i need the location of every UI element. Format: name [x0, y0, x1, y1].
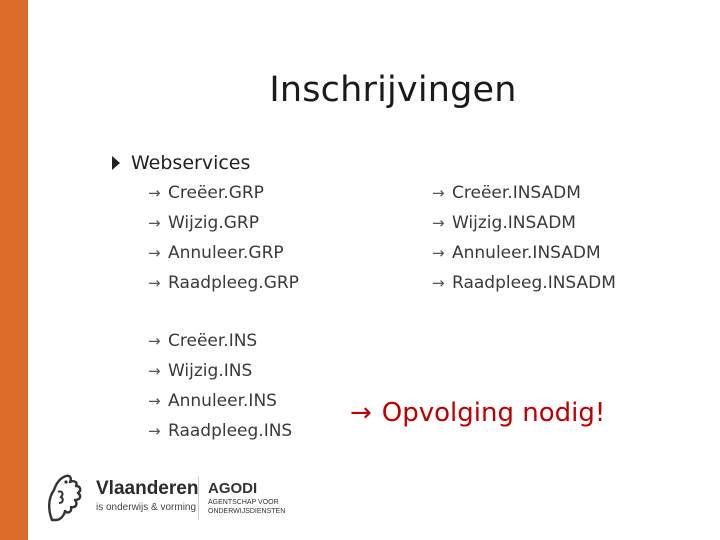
list-item: [148, 356, 292, 386]
follow-up-note: [350, 398, 605, 428]
list-item-label: Raadpleeg.INSADM: [452, 273, 616, 293]
list-item: [148, 178, 299, 208]
list-grp: [148, 178, 299, 298]
list-item: [432, 178, 616, 208]
list-item: [432, 208, 616, 238]
arrow-right-icon: →: [148, 392, 161, 410]
list-insadm: [432, 178, 616, 298]
arrow-right-icon: →: [432, 184, 445, 202]
list-item: [148, 326, 292, 356]
agodi-name: AGODI: [208, 480, 258, 497]
list-item-label: Wijzig.INSADM: [452, 213, 576, 233]
list-item: [148, 386, 292, 416]
logo-divider: [198, 476, 199, 520]
list-item: [432, 238, 616, 268]
slide-title: Inschrijvingen: [269, 70, 517, 110]
bullet-label: Webservices: [131, 152, 251, 174]
arrow-right-icon: →: [432, 274, 445, 292]
list-item-label: Wijzig.GRP: [168, 213, 259, 233]
list-item: [148, 208, 299, 238]
list-ins: [148, 326, 292, 446]
footer-logos: [44, 466, 304, 530]
arrow-right-icon: →: [148, 422, 161, 440]
arrow-right-icon: →: [148, 214, 161, 232]
list-item-label: Creëer.INSADM: [452, 183, 581, 203]
bullet-webservices: [112, 152, 250, 174]
arrow-right-icon: →: [148, 184, 161, 202]
arrow-right-icon: →: [148, 362, 161, 380]
list-item: [148, 416, 292, 446]
bullet-triangle-icon: [112, 156, 120, 170]
list-item-label: Annuleer.GRP: [168, 243, 284, 263]
vlaanderen-tagline: is onderwijs & vorming: [96, 502, 197, 513]
arrow-right-icon: →: [148, 274, 161, 292]
arrow-right-icon: →: [432, 244, 445, 262]
list-item-label: Raadpleeg.GRP: [168, 273, 299, 293]
agodi-tagline: AGENTSCHAP VOOR ONDERWIJSDIENSTEN: [208, 499, 286, 515]
vlaanderen-name: Vlaanderen: [96, 478, 199, 499]
list-item-label: Raadpleeg.INS: [168, 421, 293, 441]
list-item-label: Wijzig.INS: [168, 361, 253, 381]
follow-up-text: Opvolging nodig!: [381, 398, 606, 428]
arrow-right-icon: →: [148, 244, 161, 262]
list-item-label: Creëer.GRP: [168, 183, 264, 203]
list-item-label: Annuleer.INS: [168, 391, 277, 411]
list-item: [148, 268, 299, 298]
arrow-right-icon: →: [350, 398, 372, 428]
list-item-label: Creëer.INS: [168, 331, 258, 351]
arrow-right-icon: →: [432, 214, 445, 232]
arrow-right-icon: →: [148, 332, 161, 350]
list-item: [432, 268, 616, 298]
flemish-lion-logo-icon: [44, 470, 88, 526]
list-item-label: Annuleer.INSADM: [452, 243, 601, 263]
list-item: [148, 238, 299, 268]
